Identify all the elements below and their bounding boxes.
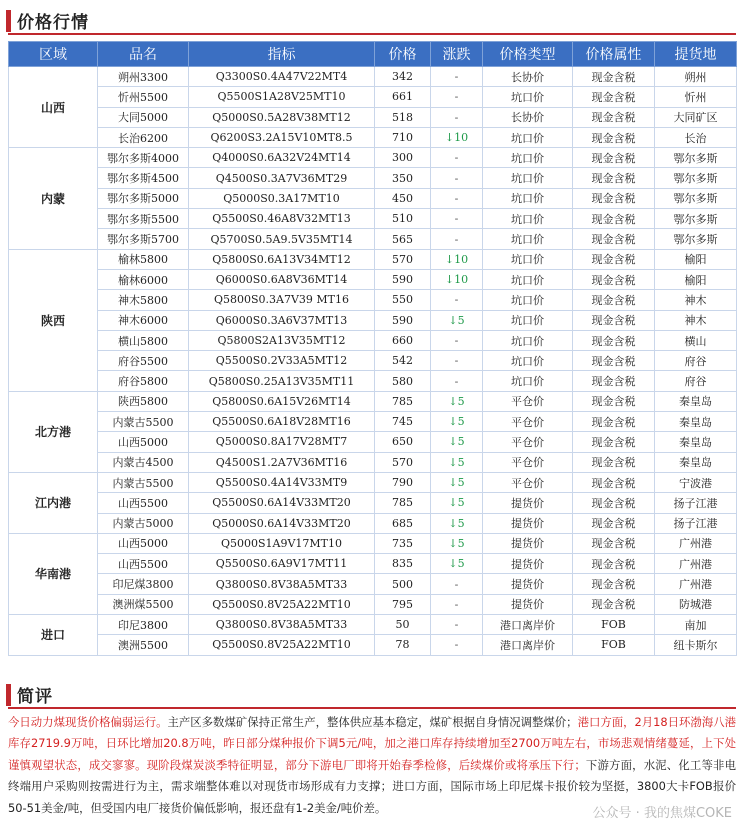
delivery-cell: 鄂尔多斯 [655,148,737,168]
table-row [9,513,737,533]
region-cell: 进口 [9,615,98,656]
change-cell: ↓5 [431,554,483,574]
spec-cell: Q5000S0.3A17MT10 [189,188,375,208]
table-row [9,452,737,472]
table-row [9,493,737,513]
price-type-cell: 提货价 [483,493,573,513]
price-type-cell: 长协价 [483,107,573,127]
price-attr-cell: 现金含税 [573,391,655,411]
change-cell: - [431,168,483,188]
table-row [9,209,737,229]
table-row [9,87,737,107]
change-cell: - [431,371,483,391]
price-type-cell: 提货价 [483,554,573,574]
price-attr-cell: 现金含税 [573,330,655,350]
price-attr-cell: 现金含税 [573,432,655,452]
delivery-cell: 广州港 [655,533,737,553]
price-attr-cell: FOB [573,615,655,635]
price-type-cell: 坑口价 [483,269,573,289]
price-cell: 565 [375,229,431,249]
delivery-cell: 忻州 [655,87,737,107]
comment-downstream: 下游方面，水泥、化工等非电终端用户采购则按需进行为主，需求端整体难以对现货市场形成有力支撑；进口方面，国际市场上印尼煤卡报价较为坚挺，3800大卡FOB报价50-51美金/吨，但受国内电厂接货价偏低影响，报还盘有1-2美金/吨价差。 [8,757,736,815]
price-attr-cell: 现金含税 [573,351,655,371]
table-row [9,229,737,249]
product-cell: 内蒙古5000 [98,513,189,533]
table-row [9,412,737,432]
price-type-cell: 长协价 [483,67,573,87]
price-attr-cell: 现金含税 [573,533,655,553]
delivery-cell: 府谷 [655,371,737,391]
product-cell: 忻州5500 [98,87,189,107]
spec-cell: Q5000S0.8A17V28MT7 [189,432,375,452]
price-attr-cell: 现金含税 [573,554,655,574]
change-cell: - [431,290,483,310]
change-cell: - [431,615,483,635]
change-cell: ↓5 [431,493,483,513]
table-row [9,371,737,391]
change-cell: - [431,229,483,249]
price-cell: 835 [375,554,431,574]
delivery-cell: 扬子江港 [655,493,737,513]
col-header: 区域 [9,42,98,67]
change-cell: - [431,87,483,107]
delivery-cell: 大同矿区 [655,107,737,127]
product-cell: 鄂尔多斯4000 [98,148,189,168]
spec-cell: Q5500S0.8V25A22MT10 [189,635,375,655]
price-attr-cell: 现金含税 [573,107,655,127]
price-cell: 510 [375,209,431,229]
price-type-cell: 平仓价 [483,452,573,472]
spec-cell: Q5500S0.8V25A22MT10 [189,594,375,614]
col-header: 价格属性 [573,42,655,67]
price-type-cell: 港口离岸价 [483,635,573,655]
change-cell: ↓5 [431,391,483,411]
price-type-cell: 坑口价 [483,371,573,391]
product-cell: 澳洲煤5500 [98,594,189,614]
price-attr-cell: 现金含税 [573,209,655,229]
spec-cell: Q3800S0.8V38A5MT33 [189,574,375,594]
table-row [9,310,737,330]
spec-cell: Q4500S0.3A7V36MT29 [189,168,375,188]
delivery-cell: 鄂尔多斯 [655,229,737,249]
spec-cell: Q5000S1A9V17MT10 [189,533,375,553]
change-cell: - [431,351,483,371]
delivery-cell: 防城港 [655,594,737,614]
price-type-cell: 港口离岸价 [483,615,573,635]
table-row [9,127,737,147]
section-title-price: 价格行情 [17,13,89,33]
spec-cell: Q5500S0.6A9V17MT11 [189,554,375,574]
price-type-cell: 提货价 [483,574,573,594]
price-cell: 350 [375,168,431,188]
table-row [9,330,737,350]
price-attr-cell: 现金含税 [573,371,655,391]
price-cell: 745 [375,412,431,432]
product-cell: 神木6000 [98,310,189,330]
price-type-cell: 坑口价 [483,310,573,330]
price-attr-cell: 现金含税 [573,412,655,432]
price-attr-cell: 现金含税 [573,229,655,249]
change-cell: ↓5 [431,412,483,432]
price-type-cell: 坑口价 [483,87,573,107]
price-attr-cell: 现金含税 [573,452,655,472]
section-header-price [6,8,89,33]
table-row [9,188,737,208]
change-cell: ↓5 [431,513,483,533]
table-row [9,533,737,553]
price-cell: 590 [375,269,431,289]
price-attr-cell: 现金含税 [573,310,655,330]
region-cell: 陕西 [9,249,98,391]
change-cell: - [431,574,483,594]
delivery-cell: 鄂尔多斯 [655,209,737,229]
price-type-cell: 平仓价 [483,472,573,492]
product-cell: 印尼煤3800 [98,574,189,594]
change-cell: ↓10 [431,269,483,289]
change-cell: - [431,107,483,127]
product-cell: 山西5000 [98,533,189,553]
spec-cell: Q3300S0.4A47V22MT4 [189,67,375,87]
price-type-cell: 坑口价 [483,229,573,249]
price-attr-cell: 现金含税 [573,188,655,208]
price-cell: 790 [375,472,431,492]
price-type-cell: 提货价 [483,533,573,553]
delivery-cell: 府谷 [655,351,737,371]
delivery-cell: 广州港 [655,554,737,574]
spec-cell: Q5500S0.2V33A5MT12 [189,351,375,371]
product-cell: 鄂尔多斯4500 [98,168,189,188]
price-type-cell: 平仓价 [483,432,573,452]
price-cell: 580 [375,371,431,391]
price-cell: 795 [375,594,431,614]
section-accent-bar [6,10,11,32]
delivery-cell: 宁波港 [655,472,737,492]
delivery-cell: 扬子江港 [655,513,737,533]
product-cell: 山西5000 [98,432,189,452]
price-cell: 710 [375,127,431,147]
region-cell: 内蒙 [9,148,98,249]
region-cell: 华南港 [9,533,98,614]
delivery-cell: 秦皇岛 [655,391,737,411]
spec-cell: Q4500S1.2A7V36MT16 [189,452,375,472]
section-header-comment [6,682,53,707]
change-cell: - [431,188,483,208]
change-cell: - [431,594,483,614]
price-type-cell: 坑口价 [483,351,573,371]
price-cell: 550 [375,290,431,310]
table-row [9,269,737,289]
change-cell: - [431,330,483,350]
spec-cell: Q5800S0.6A13V34MT12 [189,249,375,269]
spec-cell: Q5500S1A28V25MT10 [189,87,375,107]
table-row [9,472,737,492]
table-row [9,148,737,168]
price-cell: 50 [375,615,431,635]
delivery-cell: 朔州 [655,67,737,87]
price-cell: 785 [375,493,431,513]
price-cell: 342 [375,67,431,87]
product-cell: 陕西5800 [98,391,189,411]
spec-cell: Q5800S2A13V35MT12 [189,330,375,350]
change-cell: - [431,209,483,229]
price-type-cell: 坑口价 [483,290,573,310]
spec-cell: Q5500S0.46A8V32MT13 [189,209,375,229]
price-attr-cell: 现金含税 [573,67,655,87]
price-type-cell: 坑口价 [483,168,573,188]
product-cell: 大同5000 [98,107,189,127]
spec-cell: Q6000S0.6A8V36MT14 [189,269,375,289]
change-cell: ↓5 [431,472,483,492]
product-cell: 澳洲5500 [98,635,189,655]
change-cell: ↓5 [431,310,483,330]
col-header: 价格类型 [483,42,573,67]
section-accent-bar [6,684,11,706]
product-cell: 印尼3800 [98,615,189,635]
delivery-cell: 南加 [655,615,737,635]
spec-cell: Q5500S0.6A14V33MT20 [189,493,375,513]
change-cell: ↓10 [431,127,483,147]
spec-cell: Q5000S0.6A14V33MT20 [189,513,375,533]
table-row [9,351,737,371]
comment-summary: 今日动力煤现货价格偏弱运行。 [8,715,168,729]
spec-cell: Q5800S0.6A15V26MT14 [189,391,375,411]
watermark: 公众号 · 我的焦煤COKE [592,806,732,821]
price-cell: 590 [375,310,431,330]
price-cell: 660 [375,330,431,350]
col-header: 指标 [189,42,375,67]
table-row [9,168,737,188]
section-divider [8,707,736,709]
product-cell: 内蒙古5500 [98,472,189,492]
product-cell: 鄂尔多斯5500 [98,209,189,229]
table-row [9,249,737,269]
comment-port: 港口方面，2月18日环渤海八港库存2719.9万吨，日环比增加20.8万吨，昨日部分煤种报价下调5元/吨，加之港口库存持续增加至2700万吨左右，市场悲观情绪蔓延，上下处谨慎观望状态，成交寥寥。现阶段煤炭淡季特征明显，部分下游电厂即将开始春季检修，后续煤价或将承压下行； [8,715,736,772]
price-cell: 685 [375,513,431,533]
price-attr-cell: 现金含税 [573,513,655,533]
spec-cell: Q3800S0.8V38A5MT33 [189,615,375,635]
price-cell: 78 [375,635,431,655]
price-attr-cell: 现金含税 [573,269,655,289]
product-cell: 榆林5800 [98,249,189,269]
spec-cell: Q5800S0.25A13V35MT11 [189,371,375,391]
table-row [9,635,737,655]
product-cell: 神木5800 [98,290,189,310]
table-header-row [9,42,737,67]
table-row [9,67,737,87]
change-cell: - [431,148,483,168]
delivery-cell: 纽卡斯尔 [655,635,737,655]
price-type-cell: 平仓价 [483,391,573,411]
price-cell: 500 [375,574,431,594]
region-cell: 江内港 [9,472,98,533]
col-header: 品名 [98,42,189,67]
spec-cell: Q6200S3.2A15V10MT8.5 [189,127,375,147]
delivery-cell: 秦皇岛 [655,412,737,432]
price-type-cell: 坑口价 [483,148,573,168]
product-cell: 榆林6000 [98,269,189,289]
section-divider [8,33,736,35]
col-header: 涨跌 [431,42,483,67]
delivery-cell: 广州港 [655,574,737,594]
table-row [9,615,737,635]
delivery-cell: 秦皇岛 [655,452,737,472]
delivery-cell: 神木 [655,290,737,310]
table-row [9,391,737,411]
price-type-cell: 平仓价 [483,412,573,432]
price-type-cell: 坑口价 [483,209,573,229]
price-attr-cell: 现金含税 [573,127,655,147]
delivery-cell: 鄂尔多斯 [655,188,737,208]
delivery-cell: 鄂尔多斯 [655,168,737,188]
table-row [9,107,737,127]
product-cell: 鄂尔多斯5000 [98,188,189,208]
price-attr-cell: FOB [573,635,655,655]
price-attr-cell: 现金含税 [573,148,655,168]
change-cell: - [431,67,483,87]
change-cell: - [431,635,483,655]
price-type-cell: 提货价 [483,594,573,614]
price-cell: 542 [375,351,431,371]
price-attr-cell: 现金含税 [573,87,655,107]
delivery-cell: 神木 [655,310,737,330]
comment-production: 主产区多数煤矿保持正常生产，整体供应基本稳定，煤矿根据自身情况调整煤价； [167,715,578,729]
price-cell: 518 [375,107,431,127]
region-cell: 山西 [9,67,98,148]
product-cell: 内蒙古5500 [98,412,189,432]
product-cell: 山西5500 [98,554,189,574]
price-attr-cell: 现金含税 [573,493,655,513]
change-cell: ↓5 [431,452,483,472]
product-cell: 府谷5500 [98,351,189,371]
price-cell: 570 [375,452,431,472]
spec-cell: Q5800S0.3A7V39 MT16 [189,290,375,310]
spec-cell: Q5700S0.5A9.5V35MT14 [189,229,375,249]
price-attr-cell: 现金含税 [573,594,655,614]
price-cell: 735 [375,533,431,553]
col-header: 价格 [375,42,431,67]
price-cell: 570 [375,249,431,269]
delivery-cell: 秦皇岛 [655,432,737,452]
product-cell: 横山5800 [98,330,189,350]
product-cell: 山西5500 [98,493,189,513]
region-cell: 北方港 [9,391,98,472]
change-cell: ↓10 [431,249,483,269]
price-type-cell: 提货价 [483,513,573,533]
price-attr-cell: 现金含税 [573,290,655,310]
table-row [9,432,737,452]
price-attr-cell: 现金含税 [573,168,655,188]
spec-cell: Q4000S0.6A32V24MT14 [189,148,375,168]
spec-cell: Q6000S0.3A6V37MT13 [189,310,375,330]
delivery-cell: 横山 [655,330,737,350]
price-type-cell: 坑口价 [483,249,573,269]
price-type-cell: 坑口价 [483,330,573,350]
price-cell: 650 [375,432,431,452]
col-header: 提货地 [655,42,737,67]
spec-cell: Q5000S0.5A28V38MT12 [189,107,375,127]
product-cell: 长治6200 [98,127,189,147]
change-cell: ↓5 [431,432,483,452]
price-type-cell: 坑口价 [483,127,573,147]
product-cell: 府谷5800 [98,371,189,391]
spec-cell: Q5500S0.6A18V28MT16 [189,412,375,432]
table-row [9,574,737,594]
price-attr-cell: 现金含税 [573,472,655,492]
price-attr-cell: 现金含税 [573,249,655,269]
price-table [8,41,737,656]
table-row [9,290,737,310]
delivery-cell: 榆阳 [655,249,737,269]
price-cell: 300 [375,148,431,168]
table-row [9,554,737,574]
change-cell: ↓5 [431,533,483,553]
section-title-comment: 简评 [17,687,53,707]
spec-cell: Q5500S0.4A14V33MT9 [189,472,375,492]
price-type-cell: 坑口价 [483,188,573,208]
table-row [9,594,737,614]
price-cell: 661 [375,87,431,107]
delivery-cell: 长治 [655,127,737,147]
price-cell: 785 [375,391,431,411]
price-cell: 450 [375,188,431,208]
product-cell: 内蒙古4500 [98,452,189,472]
product-cell: 朔州3300 [98,67,189,87]
product-cell: 鄂尔多斯5700 [98,229,189,249]
price-attr-cell: 现金含税 [573,574,655,594]
delivery-cell: 榆阳 [655,269,737,289]
